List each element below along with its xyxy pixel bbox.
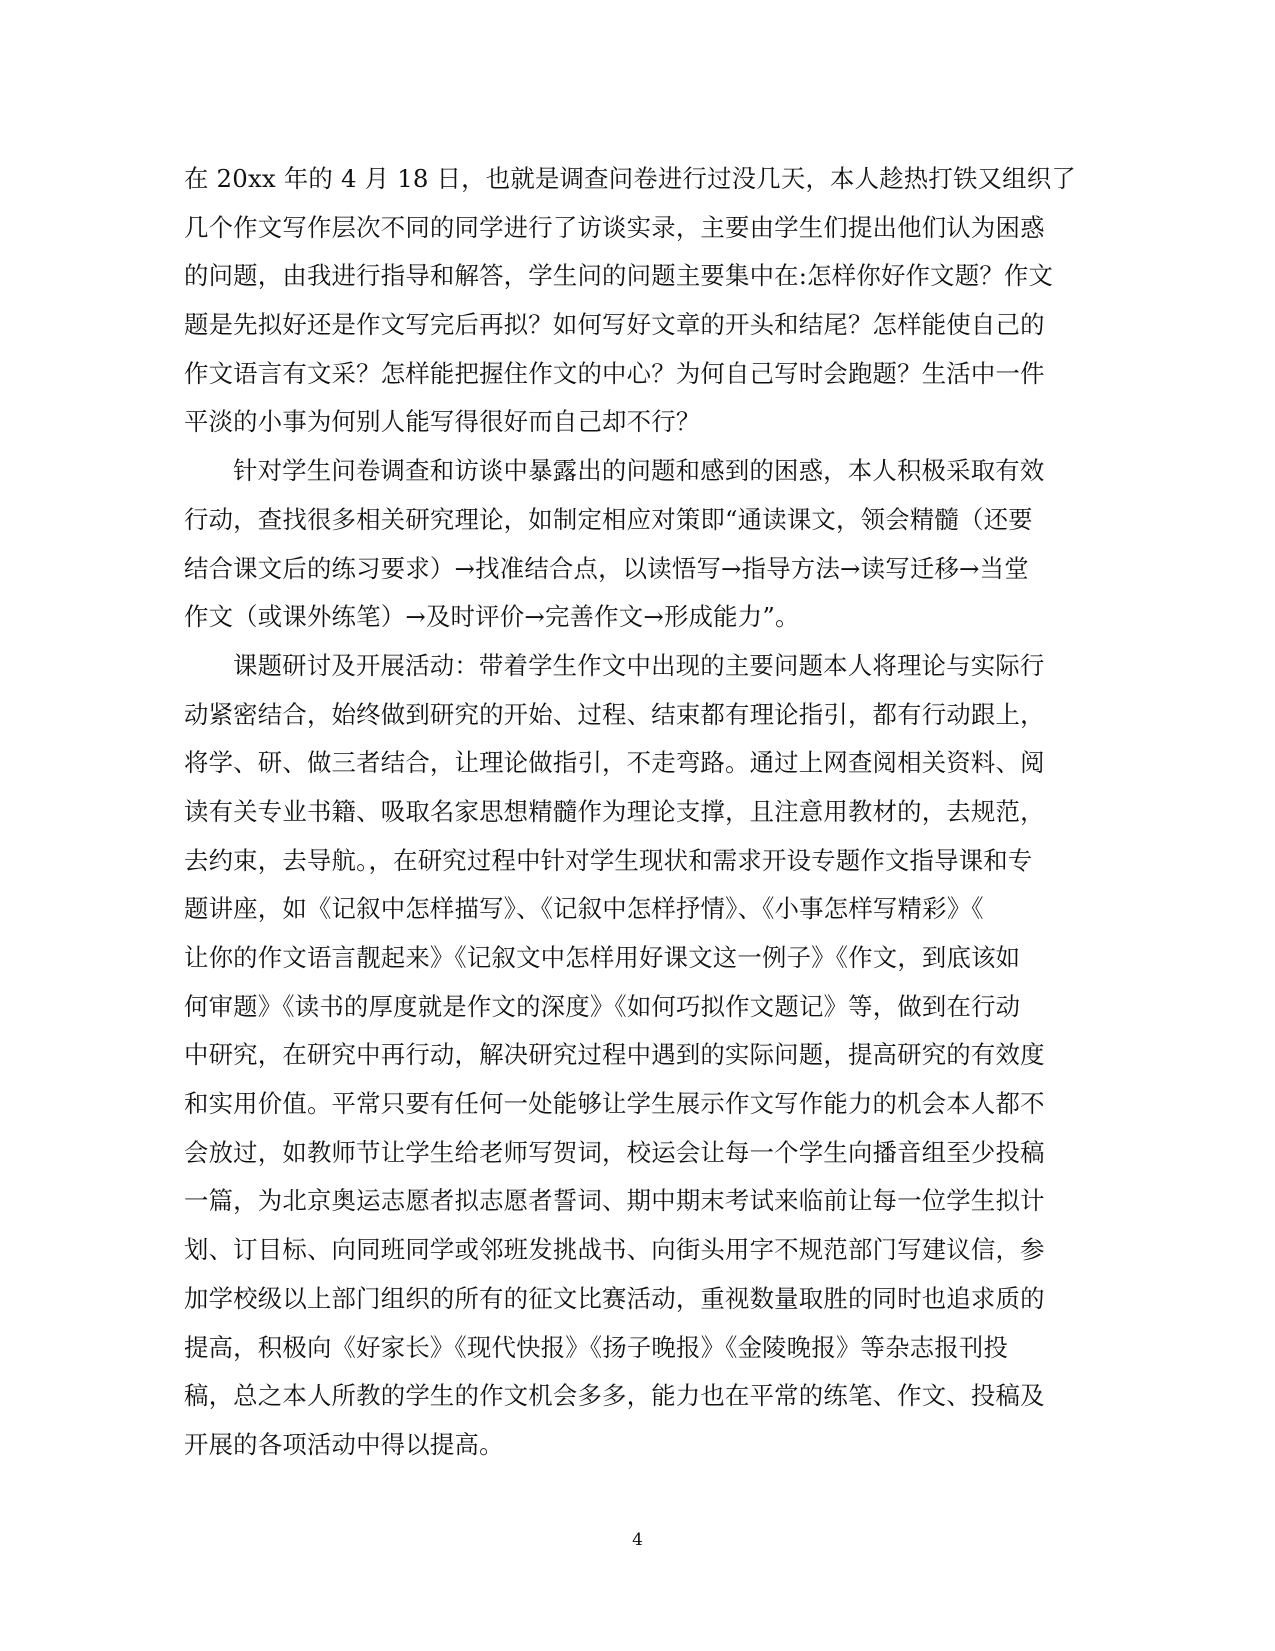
document-body <box>184 155 1076 1470</box>
text-line: 开展的各项活动中得以提高。 <box>184 1429 504 1459</box>
text-line: 划、订目标、向同班同学或邻班发挑战书、向街头用字不规范部门写建议信，参 <box>184 1235 1045 1265</box>
text-line: 作文语言有文采？怎样能把握住作文的中心？为何自己写时会跑题？生活中一件 <box>184 358 1045 388</box>
text-line: 和实用价值。平常只要有任何一处能够让学生展示作文写作能力的机会本人都不 <box>184 1089 1045 1119</box>
text-line: 的问题，由我进行指导和解答，学生问的问题主要集中在:怎样你好作文题？作文 <box>184 261 1054 291</box>
page-number: 4 <box>632 1530 643 1550</box>
text-line: 结合课文后的练习要求）→找准结合点，以读悟写→指导方法→读写迁移→当堂 <box>184 553 1029 583</box>
text-line: 读有关专业书籍、吸取名家思想精髓作为理论支撑，且注意用教材的，去规范， <box>184 796 1045 826</box>
text-line: 行动，查找很多相关研究理论，如制定相应对策即“通读课文，领会精髓（还要 <box>184 504 1033 534</box>
text-line: 题是先拟好还是作文写完后再拟？如何写好文章的开头和结尾？怎样能使自己的 <box>184 310 1045 340</box>
text-line: 提高，积极向《好家长》《现代快报》《扬子晚报》《金陵晚报》等杂志报刊投 <box>184 1332 1009 1362</box>
paragraph <box>184 447 1072 642</box>
text-line: 针对学生问卷调查和访谈中暴露出的问题和感到的困惑，本人积极采取有效 <box>233 456 1045 486</box>
text-line: 中研究，在研究中再行动，解决研究过程中遇到的实际问题，提高研究的有效度 <box>184 1040 1045 1070</box>
text-line: 动紧密结合，始终做到研究的开始、过程、结束都有理论指引，都有行动跟上， <box>184 699 1045 729</box>
text-line: 在 20xx 年的 4 月 18 日，也就是调查问卷进行过没几天，本人趁热打铁又组织了 <box>184 164 1076 193</box>
text-line: 一篇，为北京奥运志愿者拟志愿者誓词、期中期末考试来临前让每一位学生拟计 <box>184 1186 1045 1216</box>
text-line: 去约束，去导航。，在研究过程中针对学生现状和需求开设专题作文指导课和专 <box>184 845 1033 875</box>
text-line: 加学校级以上部门组织的所有的征文比赛活动，重视数量取胜的同时也追求质的 <box>184 1283 1045 1313</box>
text-line: 稿，总之本人所教的学生的作文机会多多，能力也在平常的练笔、作文、投稿及 <box>184 1381 1045 1411</box>
text-line: 将学、研、做三者结合，让理论做指引，不走弯路。通过上网查阅相关资料、阅 <box>184 748 1045 778</box>
text-line: 平淡的小事为何别人能写得很好而自己却不行？ <box>184 407 701 437</box>
text-line: 会放过，如教师节让学生给老师写贺词，校运会让每一个学生向播音组至少投稿 <box>184 1137 1045 1167</box>
paragraph <box>184 155 1076 447</box>
text-line: 作文（或课外练笔）→及时评价→完善作文→形成能力”。 <box>184 602 800 632</box>
text-line: 几个作文写作层次不同的同学进行了访谈实录，主要由学生们提出他们认为困惑 <box>184 212 1045 242</box>
paragraph <box>184 642 1072 1470</box>
text-line: 题讲座，如《记叙中怎样描写》、《记叙中怎样抒情》、《小事怎样写精彩》《 <box>184 894 984 924</box>
text-line: 课题研讨及开展活动：带着学生作文中出现的主要问题本人将理论与实际行 <box>233 650 1045 680</box>
text-line: 何审题》《读书的厚度就是作文的深度》《如何巧拟作文题记》等，做到在行动 <box>184 991 1021 1021</box>
text-line: 让你的作文语言靓起来》《记叙文中怎样用好课文这一例子》《作文，到底该如 <box>184 943 1021 972</box>
